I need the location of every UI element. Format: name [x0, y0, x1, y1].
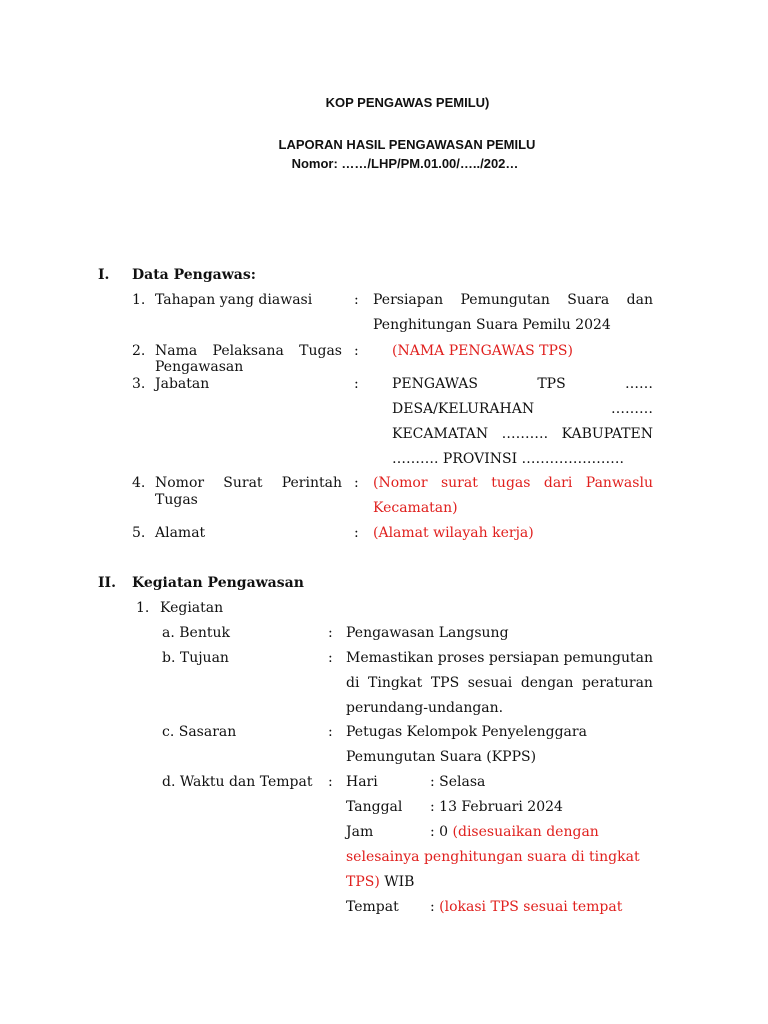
bentuk-label: a. Bentuk — [162, 625, 230, 641]
section1-title: Data Pengawas: — [132, 267, 256, 283]
tujuan-colon: : — [328, 650, 333, 666]
section2-title: Kegiatan Pengawasan — [132, 575, 304, 591]
item2-label-line2: Pengawasan — [155, 359, 244, 375]
item2-label-line1: Nama Pelaksana Tugas — [155, 343, 342, 359]
item3-value-line4: ………. PROVINSI …………………. — [392, 451, 625, 467]
waktu-label: d. Waktu dan Tempat — [162, 774, 313, 790]
tanggal-value: : 13 Februari 2024 — [430, 799, 563, 815]
hari-value: : Selasa — [430, 774, 486, 790]
jam-suffix: WIB — [384, 874, 415, 890]
jam-note-line2: selesainya penghitungan suara di tingkat — [346, 849, 640, 865]
kegiatan-title: Kegiatan — [160, 600, 224, 616]
bentuk-value: Pengawasan Langsung — [346, 625, 509, 641]
item5-number: 5. — [132, 525, 146, 541]
item2-value: (NAMA PENGAWAS TPS) — [392, 343, 573, 359]
tanggal-label: Tanggal — [346, 799, 403, 815]
item1-label: Tahapan yang diawasi — [155, 292, 313, 308]
item1-value-line2: Penghitungan Suara Pemilu 2024 — [373, 317, 611, 333]
tujuan-label: b. Tujuan — [162, 650, 229, 666]
item2-colon: : — [354, 343, 359, 359]
item3-value-line2: DESA/KELURAHAN ……… — [392, 401, 653, 417]
item3-value-line1: PENGAWAS TPS …… — [392, 376, 653, 392]
item4-colon: : — [354, 475, 359, 491]
tujuan-value-line2: di Tingkat TPS sesuai dengan peraturan — [346, 675, 653, 691]
report-title: LAPORAN HASIL PENGAWASAN PEMILU — [278, 137, 536, 152]
sasaran-colon: : — [328, 724, 333, 740]
kop-heading: KOP PENGAWAS PEMILU) — [325, 95, 490, 110]
sasaran-label: c. Sasaran — [162, 724, 237, 740]
item3-number: 3. — [132, 376, 146, 392]
hari-label: Hari — [346, 774, 378, 790]
item4-label-line2: Tugas — [155, 492, 198, 508]
item3-value-line3: KECAMATAN ………. KABUPATEN — [392, 426, 653, 442]
item3-colon: : — [354, 376, 359, 392]
item1-number: 1. — [132, 292, 146, 308]
tempat-label: Tempat — [346, 899, 399, 915]
item4-number: 4. — [132, 475, 146, 491]
item3-label: Jabatan — [155, 376, 210, 392]
tujuan-value-line3: perundang-undangan. — [346, 700, 504, 716]
waktu-colon: : — [328, 774, 333, 790]
kegiatan-number: 1. — [136, 600, 150, 616]
item1-colon: : — [354, 292, 359, 308]
item5-label: Alamat — [155, 525, 206, 541]
item5-colon: : — [354, 525, 359, 541]
item4-label-line1: Nomor Surat Perintah — [155, 475, 342, 491]
tempat-value: : (lokasi TPS sesuai tempat — [430, 899, 623, 915]
jam-label: Jam — [346, 824, 374, 840]
jam-note-line3: TPS) WIB — [346, 874, 415, 890]
item4-value-line2: Kecamatan) — [373, 500, 458, 516]
sasaran-value-line1: Petugas Kelompok Penyelenggara — [346, 724, 587, 740]
item4-value-line1: (Nomor surat tugas dari Panwaslu — [373, 475, 653, 491]
section1-numeral: I. — [98, 267, 110, 283]
tujuan-value-line1: Memastikan proses persiapan pemungutan — [346, 650, 653, 666]
jam-value: : 0 (disesuaikan dengan — [430, 824, 599, 840]
jam-note-line1: (disesuaikan dengan — [452, 824, 599, 840]
item1-value-line1: Persiapan Pemungutan Suara dan — [373, 292, 653, 308]
report-number: Nomor: ……/LHP/PM.01.00/…../202… — [291, 156, 519, 171]
item2-number: 2. — [132, 343, 146, 359]
section2-numeral: II. — [98, 575, 116, 591]
bentuk-colon: : — [328, 625, 333, 641]
item5-value: (Alamat wilayah kerja) — [373, 525, 534, 541]
sasaran-value-line2: Pemungutan Suara (KPPS) — [346, 749, 537, 765]
